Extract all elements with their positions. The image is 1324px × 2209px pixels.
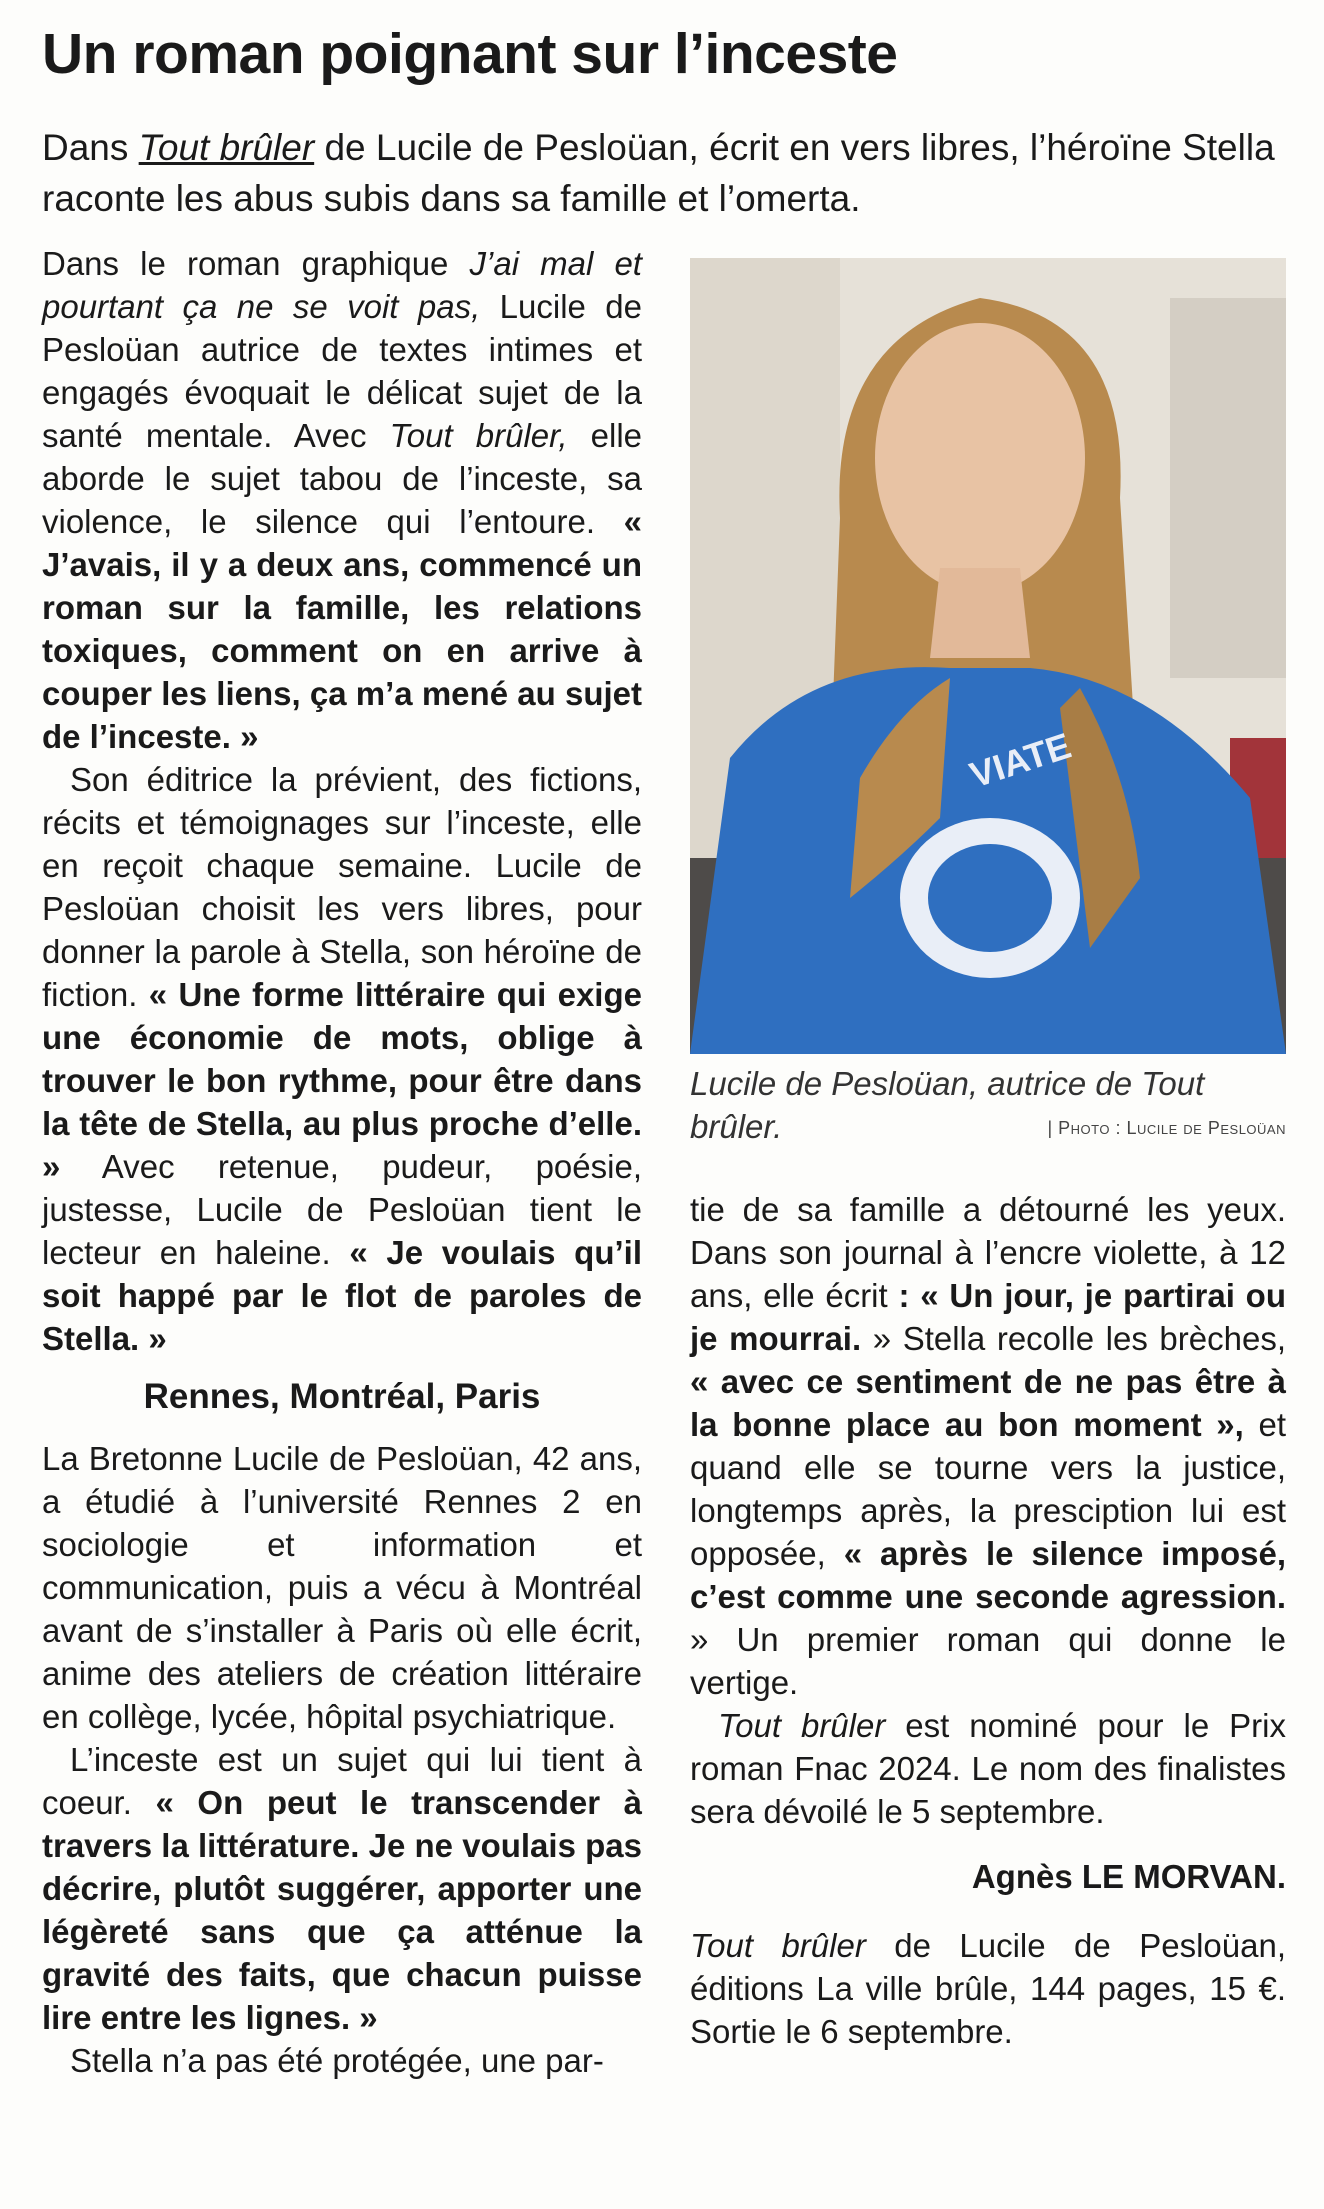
- text: est nominé pour le Prix roman Fnac 2024. Le nom des finalistes sera dévoilé le 5 septembre.: [690, 1707, 1286, 1830]
- right-column: [690, 1188, 1286, 2053]
- text: Son éditrice la prévient, des fictions, récits et témoignages sur l’inceste, elle en reçoit chaque semaine. Lucile de Pesloüan choisit les vers libres, pour donner la parole à Stella, son héroïne de fiction.: [42, 761, 642, 1013]
- text: » Un premier roman qui donne le vertige.: [690, 1621, 1286, 1701]
- standfirst: [42, 122, 1292, 224]
- paragraph: La Bretonne Lucile de Pesloüan, 42 ans, a étudié à l’université Rennes 2 en sociologie et information et communication, puis a vécu à Montréal avant de s’installer à Paris où elle écrit, anime des ateliers de création littéraire en collège, lycée, hôpital psychiatrique.: [42, 1440, 642, 1735]
- book-info: [690, 1924, 1286, 2053]
- quote: « J’avais, il y a deux ans, commencé un roman sur la famille, les relations toxiques, comment on en arrive à couper les liens, ça m’a mené au sujet de l’inceste. »: [42, 503, 642, 755]
- quote: « après le silence imposé, c’est comme une seconde agression.: [690, 1535, 1286, 1615]
- text: de Lucile de Pesloüan, éditions La ville brûle, 144 pages, 15 €. Sortie le 6 septembre.: [690, 1927, 1286, 2050]
- paragraph: [690, 1188, 1286, 1704]
- text: Dans le roman graphique: [42, 245, 470, 282]
- quote: « Je voulais qu’il soit happé par le flot de paroles de Stella. »: [42, 1234, 642, 1357]
- standfirst-text: de Lucile de Pesloüan, écrit en vers libres, l’héroïne Stella raconte les abus subis dans sa famille et l’omerta.: [42, 127, 1275, 219]
- book-title: Tout brûler,: [389, 417, 568, 454]
- quote: « avec ce sentiment de ne pas être à la bonne place au bon moment »,: [690, 1363, 1286, 1443]
- text: Lucile de Pesloüan autrice de textes intimes et engagés évoquait le délicat sujet de la santé mentale. Avec: [42, 288, 643, 454]
- text: Avec retenue, pudeur, poésie, justesse, Lucile de Pesloüan tient le lecteur en haleine.: [42, 1148, 642, 1271]
- text: tie de sa famille a détourné les yeux. Dans son journal à l’encre violette, à 12 ans, elle écrit: [690, 1191, 1286, 1314]
- photo-credit: | Photo : Lucile de Pesloüan: [1047, 1118, 1286, 1138]
- quote: « Une forme littéraire qui exige une économie de mots, oblige à trouver le bon rythme, pour être dans la tête de Stella, au plus proche d’elle. »: [42, 976, 642, 1185]
- author-photo: [690, 258, 1286, 1054]
- subheading: Rennes, Montréal, Paris: [143, 1377, 541, 1416]
- book-title: Tout brûler: [138, 127, 315, 168]
- left-column: [42, 242, 642, 2082]
- text: et quand elle se tourne vers la justice, longtemps après, la presciption lui est opposée,: [690, 1406, 1286, 1572]
- photo-caption: Lucile de Pesloüan, autrice de Tout brûler.: [690, 1065, 1205, 1145]
- standfirst-text: Dans: [42, 127, 139, 168]
- author-signature: Agnès LE MORVAN.: [971, 1858, 1286, 1895]
- text: » Stella recolle les brèches,: [861, 1320, 1286, 1357]
- shirt-text: VIATE: [964, 724, 1076, 796]
- book-title: Tout brûler: [718, 1707, 886, 1744]
- paragraph: [42, 1738, 642, 2039]
- headline: Un roman poignant sur l’inceste: [42, 22, 898, 86]
- paragraph: Stella n’a pas été protégée, une par-: [70, 2042, 604, 2079]
- quote: : « Un jour, je partirai ou je mourrai.: [690, 1277, 1286, 1357]
- paragraph: [690, 1704, 1286, 1833]
- text: L’inceste est un sujet qui lui tient à coeur.: [42, 1741, 642, 1821]
- text: elle aborde le sujet tabou de l’inceste, sa violence, le silence qui l’entoure.: [42, 417, 643, 540]
- portrait-illustration: [690, 258, 1286, 1054]
- paragraph: [42, 242, 642, 758]
- paragraph: [42, 758, 642, 1360]
- book-title: Tout brûler: [690, 1927, 866, 1964]
- quote: « On peut le transcender à travers la littérature. Je ne voulais pas décrire, plutôt suggérer, apporter une légèreté sans que ça atténue la gravité des faits, que chacun puisse lire entre les lignes. »: [42, 1784, 642, 2036]
- book-title: J’ai mal et pourtant ça ne se voit pas,: [42, 245, 642, 325]
